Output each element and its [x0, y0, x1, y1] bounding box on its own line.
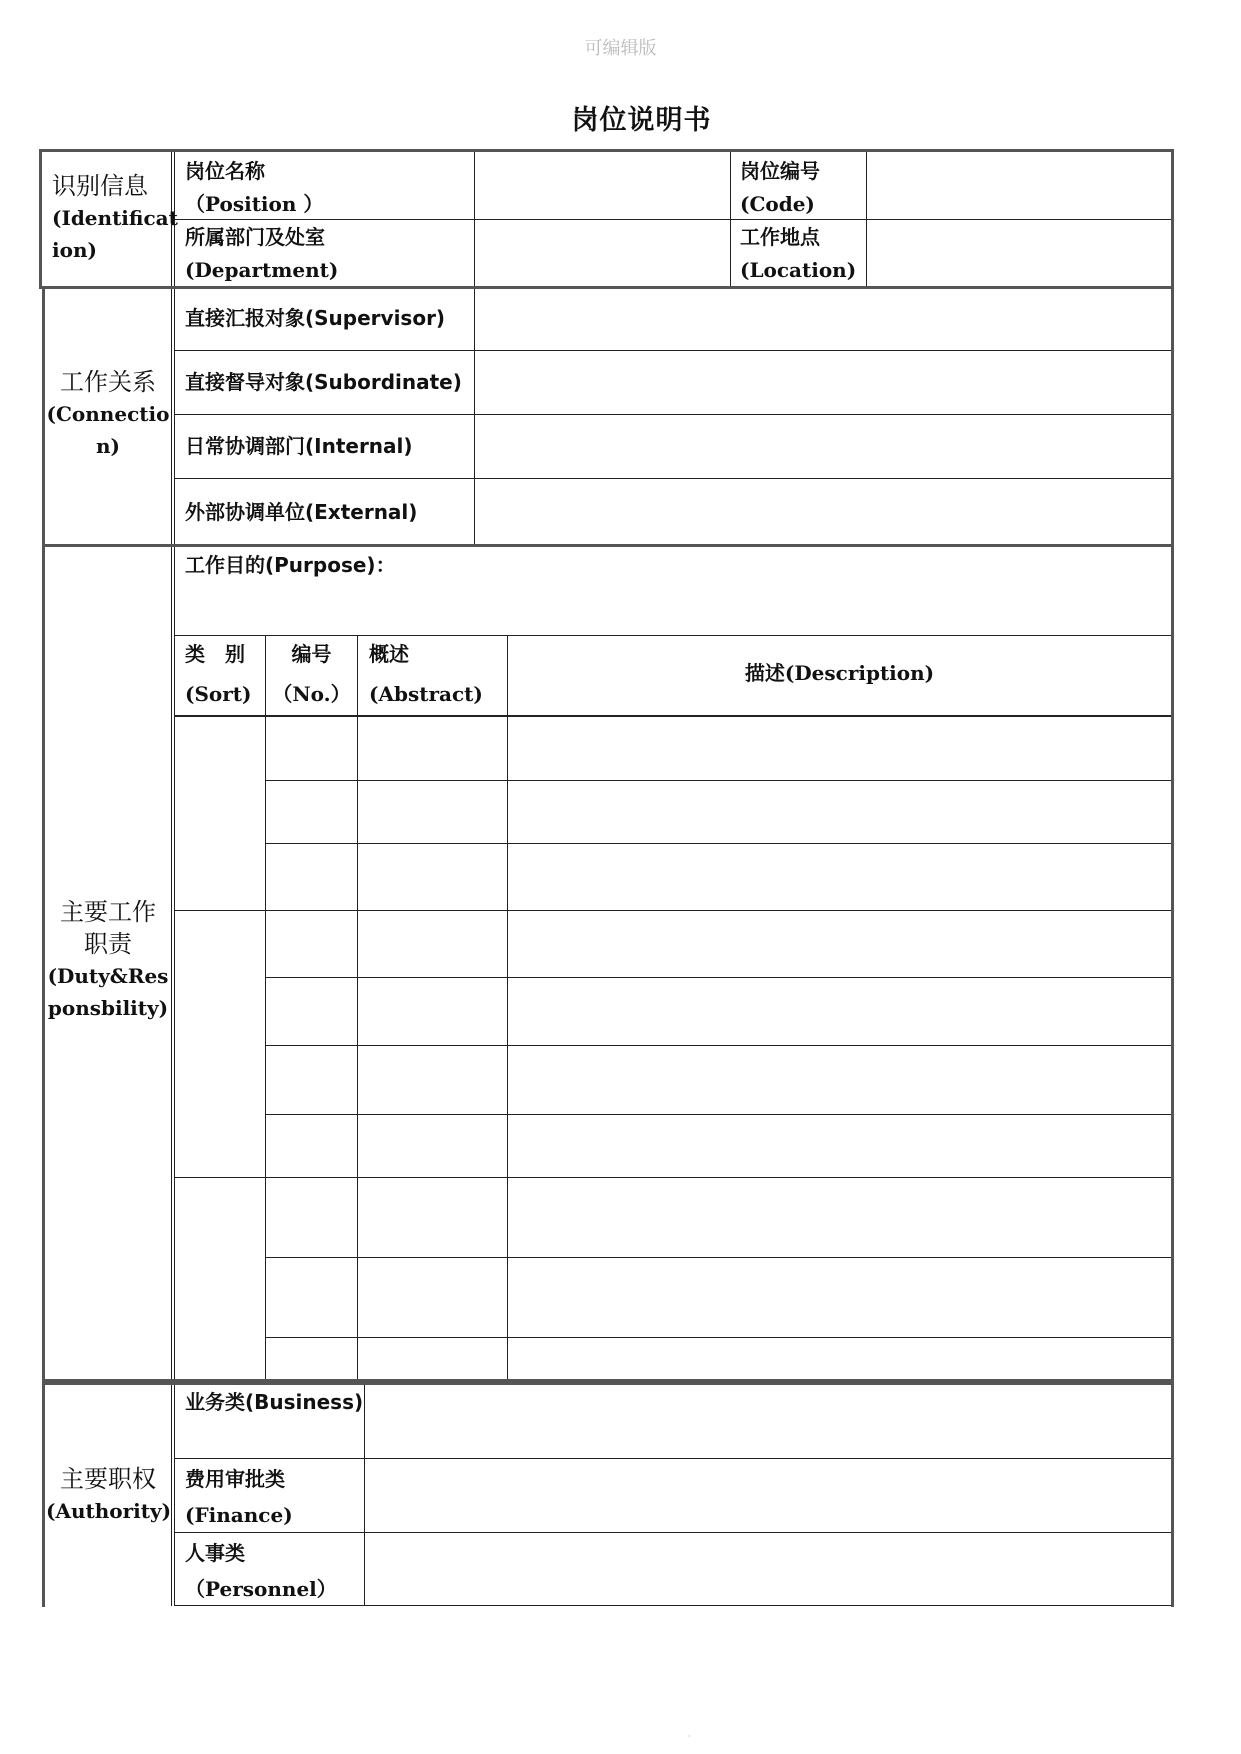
description-header: 描述(Description) [744, 661, 935, 685]
footer-mark: · [688, 1732, 691, 1741]
business-label: 业务类(Business) [185, 1390, 364, 1414]
connection-caption [46, 366, 170, 462]
position-label-zh: 岗位名称 [185, 159, 265, 183]
sort-header-en: (Sort) [185, 682, 252, 706]
divider [174, 1385, 175, 1606]
code-label-en: (Code) [740, 192, 815, 216]
no-header-en: （No.） [272, 682, 351, 706]
duty-caption [46, 896, 170, 1024]
duty-caption-zh: 职责 [84, 930, 132, 958]
connection-caption-en: n) [95, 434, 120, 458]
divider [174, 1177, 1171, 1178]
duty-caption-en: (Duty&Res [47, 964, 169, 988]
divider [174, 289, 175, 544]
connection-caption-en: (Connectio [46, 402, 170, 426]
divider [174, 478, 1171, 479]
divider [174, 350, 1171, 351]
divider [364, 1385, 365, 1606]
abstract-header-zh: 概述 [369, 642, 409, 666]
subordinate-label: 直接督导对象(Subordinate) [185, 370, 462, 394]
identification-caption-en: ion) [52, 238, 97, 262]
personnel-label-zh: 人事类 [185, 1541, 245, 1565]
divider [357, 635, 358, 1379]
identification-caption-en: (Identificat [52, 206, 178, 230]
divider [174, 910, 1171, 911]
duty-caption-zh: 主要工作 [60, 898, 156, 926]
divider [171, 1385, 172, 1606]
divider [171, 289, 172, 544]
divider [174, 1532, 1171, 1533]
department-label-en: (Department) [185, 258, 339, 282]
divider [174, 414, 1171, 415]
code-label-zh: 岗位编号 [740, 159, 820, 183]
location-label-zh: 工作地点 [740, 225, 820, 249]
divider [265, 843, 1171, 844]
divider [265, 1114, 1171, 1115]
divider [265, 1337, 1171, 1338]
department-label-zh: 所属部门及处室 [185, 225, 325, 249]
identification-caption-zh: 识别信息 [52, 172, 148, 200]
no-header-zh: 编号 [291, 642, 332, 666]
authority-caption-zh: 主要职权 [60, 1465, 156, 1493]
internal-label: 日常协调部门(Internal) [185, 434, 413, 458]
divider [174, 715, 1171, 717]
connection-caption-zh: 工作关系 [60, 368, 156, 396]
divider [265, 780, 1171, 781]
purpose-label: 工作目的(Purpose)： [185, 553, 396, 577]
authority-caption [46, 1463, 170, 1527]
divider [174, 219, 1171, 220]
finance-label-en: (Finance) [185, 1503, 293, 1527]
divider [265, 1045, 1171, 1046]
personnel-label-en: （Personnel） [185, 1577, 337, 1601]
abstract-header-en: (Abstract) [369, 682, 483, 706]
supervisor-label: 直接汇报对象(Supervisor) [185, 306, 446, 330]
location-label-en: (Location) [740, 258, 857, 282]
watermark: 可编辑版 [584, 38, 657, 59]
duty-caption-en: ponsbility) [47, 996, 169, 1020]
divider [174, 635, 1171, 636]
finance-label-zh: 费用审批类 [185, 1467, 285, 1491]
divider [507, 635, 508, 1379]
divider [174, 547, 175, 1379]
divider [174, 1458, 1171, 1459]
external-label: 外部协调单位(External) [185, 500, 418, 524]
divider [265, 977, 1171, 978]
identification-caption [44, 170, 178, 266]
divider [265, 1257, 1171, 1258]
divider [171, 547, 172, 1379]
document-title: 岗位说明书 [571, 105, 712, 136]
sort-header-zh: 类 别 [185, 642, 245, 666]
divider [265, 635, 266, 1379]
authority-caption-en: (Authority) [46, 1499, 172, 1523]
position-label-en: （Position ） [185, 192, 324, 216]
divider [474, 289, 475, 544]
